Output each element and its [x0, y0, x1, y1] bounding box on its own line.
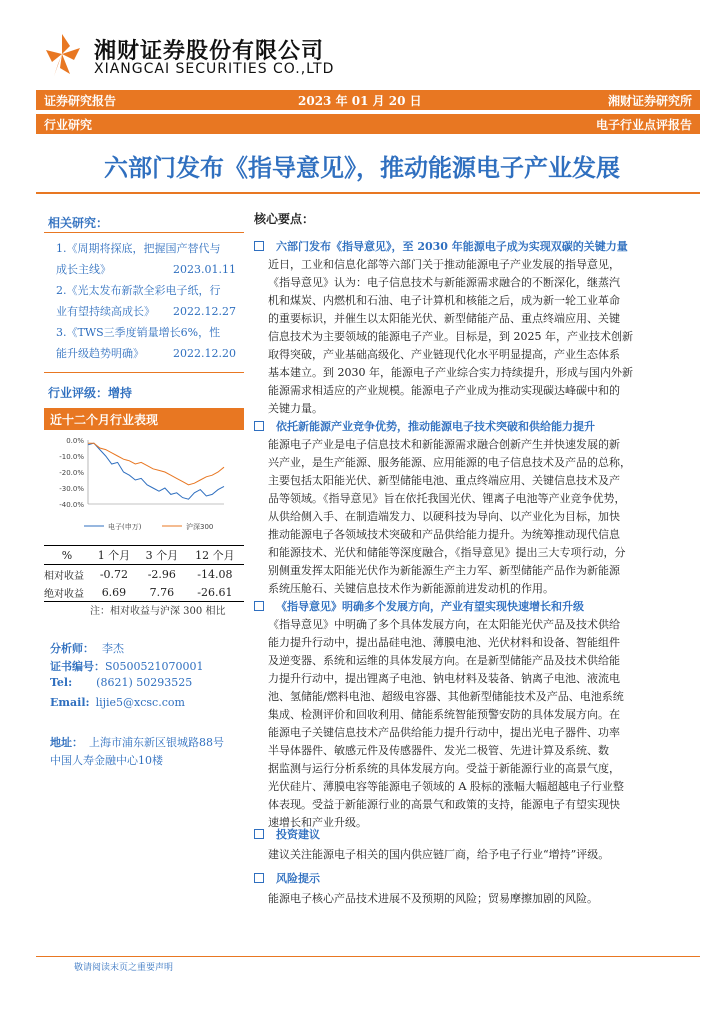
y-tick-label: -20.0% — [59, 469, 84, 477]
section-body: 建议关注能源电子相关的国内供应链厂商，给予电子行业“增持”评级。 — [268, 848, 610, 861]
y-tick-label: 0.0% — [66, 437, 84, 445]
y-tick-label: -30.0% — [59, 485, 84, 493]
footer-disclaimer: 敬请阅读末页之重要声明 — [74, 963, 174, 973]
section-heading: 依托新能源产业竞争优势，推动能源电子技术突破和供给能力提升 — [254, 418, 595, 434]
address-line-2: 中国人寿金融中心10楼 — [50, 754, 163, 767]
footer-divider — [36, 956, 700, 957]
checkbox-bullet-icon — [254, 241, 264, 251]
report-type: 证券研究报告 — [44, 94, 117, 108]
cert-number: 证书编号：S0500521070001 — [50, 660, 204, 673]
company-name-en: XIANGCAI SECURITIES CO.,LTD — [94, 61, 335, 77]
performance-table: % 1 个月 3 个月 12 个月 相对收益 -0.72 -2.96 -14.08 绝对收益 6.69 7.76 -26.61 — [44, 545, 244, 602]
table-note: 注：相对收益与沪深 300 相比 — [90, 606, 226, 617]
checkbox-bullet-icon — [254, 601, 264, 611]
legend-label: 电子(申万) — [108, 523, 142, 531]
checkbox-bullet-icon — [254, 829, 264, 839]
section-heading: 投资建议 — [254, 826, 320, 842]
header-bar-2 — [36, 114, 700, 134]
series-line — [88, 443, 224, 485]
checkbox-bullet-icon — [254, 421, 264, 431]
section-heading: 六部门发布《指导意见》，至 2030 年能源电子成为实现双碳的关键力量 — [254, 238, 628, 254]
analyst: 分析师： 李杰 — [50, 642, 124, 655]
section-body: 近日，工业和信息化部等六部门关于推动能源电子产业发展的指导意见， 《指导意见》认为：电子信息技术与新能源需求融合的不断深化，继蒸汽 机和煤炭、内燃机和石油、电子计算机和核能之后，成为新一轮工业革命 的重要标识，并催生以太阳能光伏、新型储能产品、重点终端应用、关键 信息技术为主要领域的能源电子产业。目标是，到 2025 年，产业技术创新 取得突破，产业基础高级化、产业链现代化水平明显提高，产业生态体系 基本建立。到 2030 年，能源电子产业综合实力持续提升，形成与国内外新 能源需求相适应的产业规模。能源电子产业成为推动实现碳达峰碳中和的 关键力量。 — [268, 258, 633, 415]
section-body: 能源电子产业是电子信息技术和新能源需求融合创新产生并快速发展的新 兴产业，是生产能源、服务能源、应用能源的电子信息技术及产品的总称， 主要包括太阳能光伏、新型储能电池、重点终端应用、关键信息技术及产 品等领域。《指导意见》旨在依托我国光伏、锂离子电池等产业竞争优势， 从供给侧入手、在制造端发力、以硬科技为导向、以产业化为目标，加快 推动能源电子各领域技术突破和产品供给能力提升。为统筹推动现代信息 和能源技术、光伏和储能等深度融合，《指导意见》提出三大专项行动，分 别侧重发挥太阳能光伏作为新能源生产主力军、新型储能产品作为新能源 系统压舱石、关键信息技术作为新能源前进发动机的作用。 — [268, 438, 631, 595]
report-date: 2023 年 01 月 20 日 — [298, 94, 422, 108]
institute-name: 湘财证券研究所 — [607, 94, 692, 108]
related-item[interactable]: 3.《TWS三季度销量增长6%，性 能升级趋势明确》 2022.12.20 — [56, 326, 236, 360]
section-body: 《指导意见》中明确了多个具体发展方向，在太阳能光伏产品及技术供给 能力提升行动中，提出晶硅电池、薄膜电池、光伏材料和设备、智能组件 及逆变器、系统和运维的具体发展方向。在是新型储能产品及技术供给能 力提升行动中，提出锂离子电池、钠电材料及装备、钠离子电池、液流电 池、氢储能/燃料电池、超级电容器、其他新型储能技术及产品、电池系统 集成、检测评价和回收利用、储能系统智能预警安防的具体发展方向。在 能源电子关键信息技术产品供给能力提升行动中，提出光电子器件、功率 半导体器件、敏感元件及传感器件、发光二极管、先进计算及系统、数 据监测与运行分析系统的具体发展方向。受益于新能源行业的高景气度， 光伏硅片、薄膜电容等能源电子领域的 A 股标的涨幅大幅超越电子行业整 体表现。受益于新能源行业的高景气和政策的支持，能源电子有望实现快 速增长和产业升级。 — [268, 618, 624, 829]
performance-chart — [44, 432, 244, 540]
table-row: 相对收益 -0.72 -2.96 -14.08 — [44, 567, 233, 582]
performance-header: 近十二个月行业表现 — [44, 408, 244, 430]
research-category: 行业研究 — [44, 118, 93, 132]
checkbox-bullet-icon — [254, 873, 264, 883]
related-item[interactable]: 1.《周期将探底，把握国产替代与 成长主线》 2023.01.11 — [56, 242, 236, 276]
section-body: 能源电子核心产品技术进展不及预期的风险；贸易摩擦加剧的风险。 — [268, 892, 598, 905]
sidebar-divider — [44, 232, 244, 233]
table-row: 绝对收益 6.69 7.76 -26.61 — [44, 583, 244, 602]
section-heading: 《指导意见》明确多个发展方向，产业有望实现快速增长和升级 — [254, 598, 584, 614]
sidebar-divider — [44, 372, 244, 373]
section-heading: 风险提示 — [254, 870, 320, 886]
email[interactable]: Email: lijie5@xcsc.com — [50, 696, 185, 709]
related-research-label: 相关研究： — [48, 216, 109, 230]
report-subtype: 电子行业点评报告 — [595, 118, 692, 132]
related-item[interactable]: 2.《光太发布新款全彩电子纸，行 业有望持续高成长》 2022.12.27 — [56, 284, 236, 318]
legend-label: 沪深300 — [186, 523, 214, 531]
page-title: 六部门发布《指导意见》，推动能源电子产业发展 — [104, 154, 620, 182]
address: 地址： 上海市浦东新区银城路88号 — [50, 736, 224, 749]
title-divider — [36, 192, 700, 194]
y-tick-label: -40.0% — [59, 501, 84, 509]
phone: Tel: (8621) 50293525 — [50, 676, 193, 689]
industry-rating: 行业评级：增持 — [48, 386, 133, 400]
core-points-title: 核心要点： — [254, 212, 315, 226]
company-name-cn: 湘财证券股份有限公司 — [94, 39, 325, 64]
company-logo-icon — [40, 30, 84, 82]
y-tick-label: -10.0% — [59, 453, 84, 461]
header-bar-1 — [36, 90, 700, 110]
